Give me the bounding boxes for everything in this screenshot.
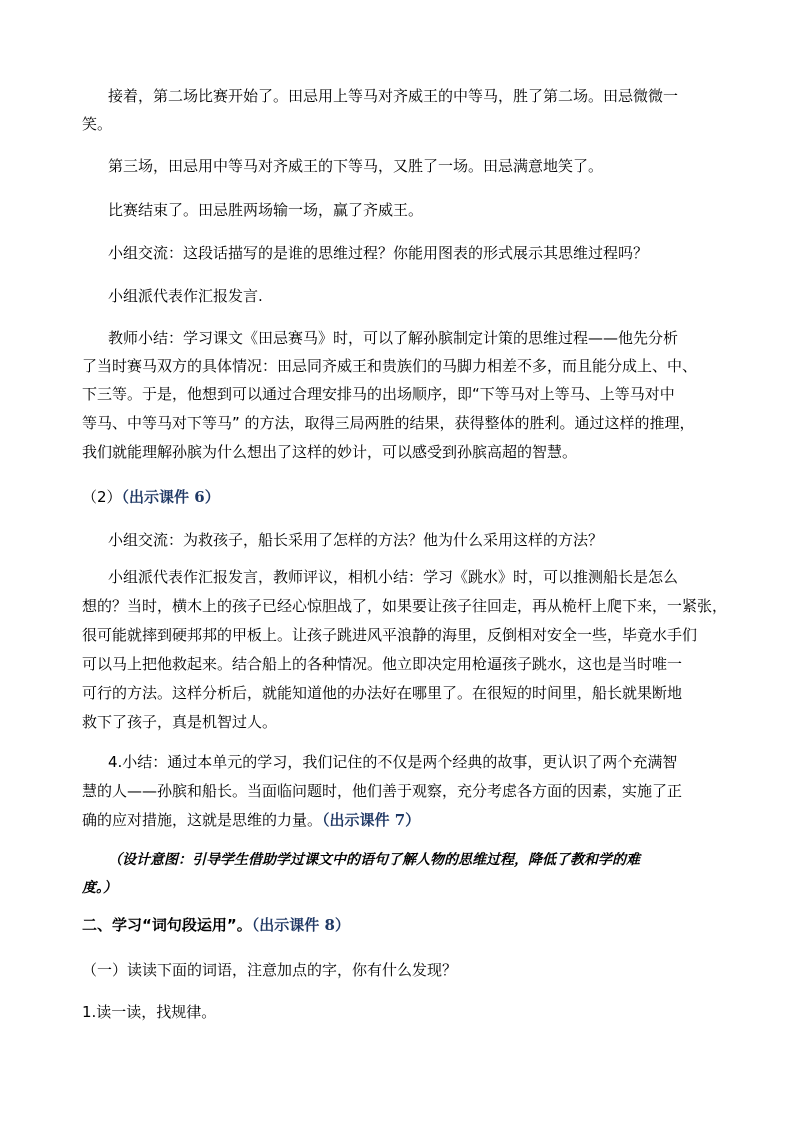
paragraph-line: 想的？当时，横木上的孩子已经心惊胆战了，如果要让孩子往回走，再从桅杆上爬下来，一紧张，	[82, 597, 728, 615]
paragraph-line: 等马、中等马对下等马” 的方法，取得三局两胜的结果，获得整体的胜利。通过这样的推理，	[82, 414, 695, 432]
heading-text: 二、学习“词句段运用”。	[82, 916, 252, 934]
courseware-tag: （出示课件 8）	[251, 916, 350, 934]
paragraph-line: 很可能就摔到硬邦邦的甲板上。让孩子跳进风平浪静的海里，反倒相对安全一些，毕竟水手们	[82, 626, 698, 644]
paragraph-line: 下三等。于是，他想到可以通过合理安排马的出场顺序，即“下等马对上等马、上等马对中	[82, 385, 675, 403]
section-heading	[82, 915, 350, 935]
paragraph-line: 教师小结：学习课文《田忌赛马》时，可以了解孙膑制定计策的思维过程——他先分析	[108, 329, 679, 347]
paragraph-line: 笑。	[82, 115, 113, 133]
paragraph-line	[82, 810, 420, 830]
paragraph-line: 慧的人——孙膑和船长。当面临问题时，他们善于观察，充分考虑各方面的因素，实施了正	[82, 782, 683, 800]
paragraph-line: 4.小结：通过本单元的学习，我们记住的不仅是两个经典的故事，更认识了两个充满智	[108, 753, 678, 771]
paragraph-line: 小组交流：为救孩子，船长采用了怎样的方法？他为什么采用这样的方法？	[108, 531, 604, 549]
courseware-tag: （出示课件 6）	[121, 488, 220, 506]
paragraph-line: 第三场，田忌用中等马对齐威王的下等马，又胜了一场。田忌满意地笑了。	[108, 157, 604, 175]
paragraph-line: 小组交流：这段话描写的是谁的思维过程？你能用图表的形式展示其思维过程吗？	[108, 244, 649, 262]
paragraph-line: 小组派代表作汇报发言，教师评议，相机小结：学习《跳水》时，可以推测船长是怎么	[108, 568, 679, 586]
paragraph-text: 确的应对措施，这就是思维的力量。	[82, 811, 323, 829]
paragraph-line: 了当时赛马双方的具体情况：田忌同齐威王和贵族们的马脚力相差不多，而且能分成上、中、	[82, 357, 698, 375]
paragraph-line: 我们就能理解孙膑为什么想出了这样的妙计，可以感受到孙膑高超的智慧。	[82, 443, 578, 461]
question-line: 1.读一读，找规律。	[82, 1003, 217, 1021]
paragraph-line: 接着，第二场比赛开始了。田忌用上等马对齐威王的中等马，胜了第二场。田忌微微一	[108, 87, 679, 105]
design-note-line: （设计意图：引导学生借助学过课文中的语句了解人物的思维过程，降低了教和学的难	[108, 852, 640, 868]
paragraph-line: 比赛结束了。田忌胜两场输一场，赢了齐威王。	[108, 201, 424, 219]
courseware-tag: （出示课件 7）	[322, 811, 421, 829]
paragraph-line: 可以马上把他救起来。结合船上的各种情况。他立即决定用枪逼孩子跳水，这也是当时唯一	[82, 655, 683, 673]
design-note-line: 度。）	[82, 880, 117, 896]
paragraph-line: 救下了孩子，真是机智过人。	[82, 713, 278, 731]
paragraph-line: 可行的方法。这样分析后，就能知道他的办法好在哪里了。在很短的时间里，船长就果断地	[82, 684, 683, 702]
paragraph-line: 小组派代表作汇报发言.	[108, 287, 263, 305]
question-line: （一）读读下面的词语，注意加点的字，你有什么发现？	[82, 961, 458, 979]
section-heading	[82, 487, 220, 507]
section-number: （2）	[82, 488, 122, 506]
